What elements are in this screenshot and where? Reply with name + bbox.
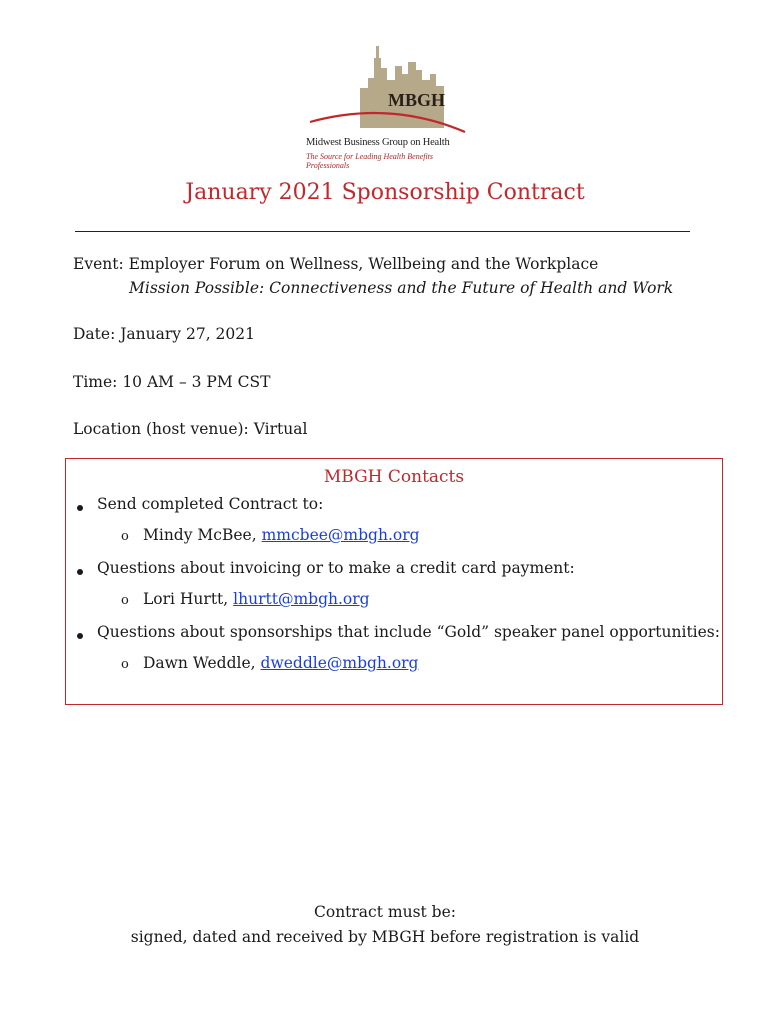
contact-item-text: Send completed Contract to:	[97, 495, 324, 513]
title-divider	[75, 231, 690, 232]
sub-bullet-circle: o	[121, 657, 129, 672]
event-label: Event:	[73, 255, 124, 273]
contacts-heading: MBGH Contacts	[323, 467, 465, 487]
location-line: Location (host venue): Virtual	[73, 420, 308, 438]
document-title: January 2021 Sponsorship Contract	[185, 180, 585, 205]
event-line	[73, 255, 598, 273]
bullet-dot	[77, 633, 83, 639]
event-subtitle: Mission Possible: Connectiveness and the Future of Health and Work	[129, 279, 674, 297]
contact-person: Mindy McBee,	[143, 526, 257, 544]
email-link-dweddle[interactable]: dweddle@mbgh.org	[260, 654, 419, 672]
email-link-mmcbee[interactable]: mmcbee@mbgh.org	[261, 526, 420, 544]
contact-person-line	[143, 590, 370, 608]
contacts-box	[65, 458, 723, 705]
sub-bullet-circle: o	[121, 529, 129, 544]
bullet-dot	[77, 569, 83, 575]
sub-bullet-circle: o	[121, 593, 129, 608]
contact-person: Dawn Weddle,	[143, 654, 256, 672]
org-name: Midwest Business Group on Health	[306, 137, 450, 148]
email-link-lhurtt[interactable]: lhurtt@mbgh.org	[233, 590, 370, 608]
contact-person-line	[143, 654, 418, 672]
contact-item-text: Questions about invoicing or to make a credit card payment:	[97, 559, 575, 577]
bullet-dot	[77, 505, 83, 511]
footer-line-2: signed, dated and received by MBGH before registration is valid	[130, 928, 640, 946]
event-name: Employer Forum on Wellness, Wellbeing and the Workplace	[128, 255, 599, 273]
contact-item-text: Questions about sponsorships that include “Gold” speaker panel opportunities:	[97, 623, 720, 641]
footer-line-1: Contract must be:	[314, 903, 456, 921]
time-line: Time: 10 AM – 3 PM CST	[73, 373, 271, 391]
contact-person: Lori Hurtt,	[143, 590, 229, 608]
date-line: Date: January 27, 2021	[73, 325, 255, 343]
mbgh-logo	[300, 40, 470, 168]
org-tagline: The Source for Leading Health Benefits Professionals	[306, 152, 434, 170]
contact-person-line	[143, 526, 420, 544]
logo-mark-text: MBGH	[388, 90, 445, 110]
